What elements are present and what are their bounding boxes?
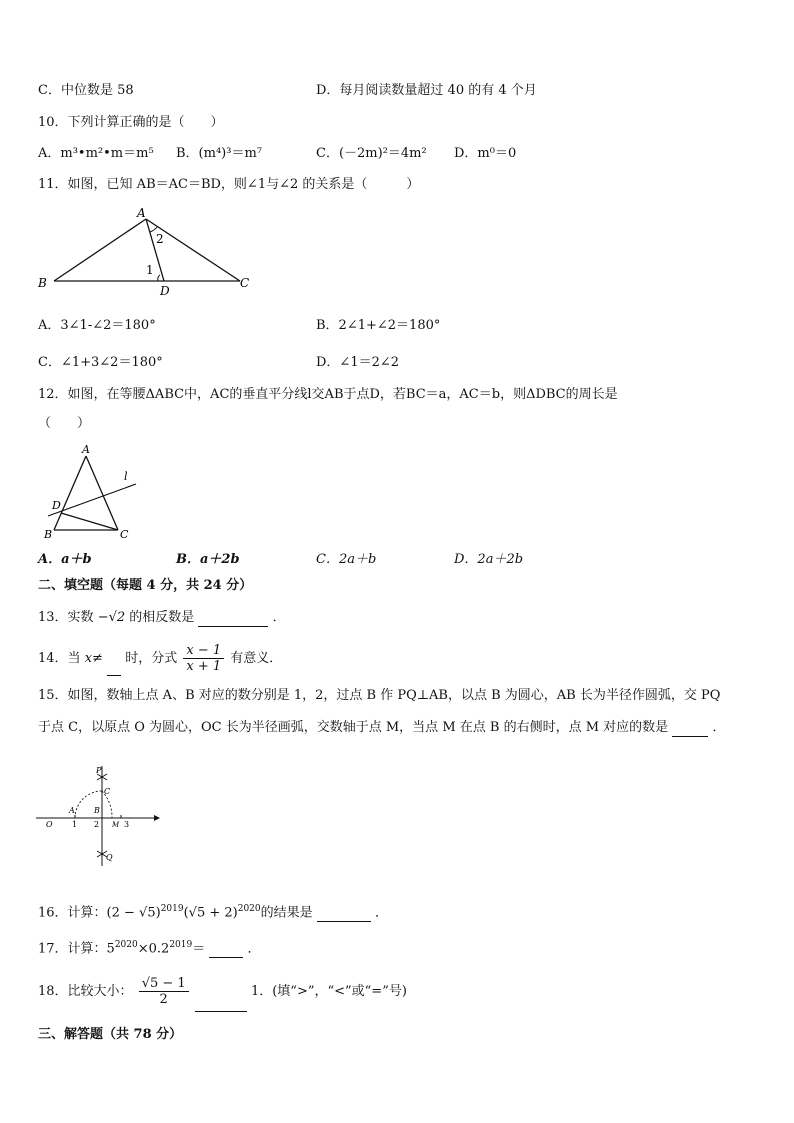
q13-answer-blank[interactable] <box>198 612 268 627</box>
q18-line <box>38 972 407 1012</box>
q17-answer-blank[interactable] <box>209 943 243 958</box>
q12-label-c: C <box>120 528 129 541</box>
q10-option-a: A．m³•m²•m＝m⁵ <box>38 146 154 161</box>
q11-option-d: D．∠1＝2∠2 <box>316 355 400 370</box>
q14-numerator: x − 1 <box>183 643 224 659</box>
q16-answer-blank[interactable] <box>317 907 371 922</box>
q16-post: 的结果是 <box>260 905 313 921</box>
q10-option-b: B．(m⁴)³＝m⁷ <box>176 146 262 161</box>
q10-option-d: D．m⁰＝0 <box>454 146 517 161</box>
q15-label-3: 3 <box>124 820 130 829</box>
q16-line <box>38 900 388 922</box>
q15-label-m: M <box>112 821 120 829</box>
q15-label-1: 1 <box>72 820 78 829</box>
q15-label-c: C <box>104 787 111 796</box>
q14-post: 有意义． <box>230 651 283 666</box>
q15-label-o: O <box>46 820 53 829</box>
q12-label-b: B <box>44 528 53 541</box>
q15-number-line-figure <box>34 762 160 870</box>
section-3-heading: 三、解答题（共 78 分） <box>38 1027 183 1042</box>
q15-end: ． <box>712 720 726 735</box>
q12-triangle-figure <box>40 442 144 544</box>
q16-expr-1: (2 − √5) <box>106 905 161 921</box>
q17-post: ＝ <box>192 941 206 957</box>
q11-label-b: B <box>38 276 47 290</box>
q12-label-l: l <box>124 470 128 483</box>
q12-stem: 12．如图，在等腰ΔABC中，AC的垂直平分线l交AB于点D，若BC＝a，AC＝b，则ΔDBC的周长是 <box>38 387 618 402</box>
q18-post: 1．(填“>”，“<”或“=”号) <box>250 984 407 999</box>
q17-pre: 17．计算：5 <box>38 941 115 957</box>
q14-mid: 时，分式 <box>125 651 178 666</box>
q11-label-d: D <box>160 284 170 297</box>
q12-option-d: D．2a＋2b <box>454 552 524 567</box>
q17-exp-1: 2020 <box>114 940 138 950</box>
q14-cond: x≠ <box>84 651 103 666</box>
q18-fraction <box>139 976 189 1007</box>
q9-option-d: D．每月阅读数量超过 40 的有 4 个月 <box>316 83 537 98</box>
q12-option-a: A．a＋b <box>38 552 92 567</box>
q13-post: 的相反数是 <box>129 610 195 625</box>
section-2-heading: 二、填空题（每题 4 分，共 24 分） <box>38 578 253 593</box>
q12-option-c: C．2a＋b <box>316 552 377 567</box>
q10-option-c: C．(－2m)²＝4m² <box>316 146 427 161</box>
q18-numerator: √5 − 1 <box>139 976 189 992</box>
q10-stem: 10．下列计算正确的是（ ） <box>38 115 224 130</box>
q18-pre: 18．比较大小： <box>38 984 133 999</box>
q16-expr-2: (√5 + 2) <box>183 905 238 921</box>
q12-label-d: D <box>52 499 61 512</box>
q14-line <box>38 642 282 676</box>
q12-label-a: A <box>82 443 90 456</box>
q16-exp-1: 2019 <box>160 904 184 914</box>
q17-mid: ×0.2 <box>137 941 170 957</box>
q14-answer-blank[interactable] <box>107 661 121 676</box>
q11-label-1: 1 <box>146 263 154 277</box>
q15-answer-blank[interactable] <box>672 722 708 737</box>
q13-pre: 13．实数 <box>38 610 94 625</box>
q12-option-b: B．a＋2b <box>176 552 240 567</box>
q11-option-b: B．2∠1+∠2＝180° <box>316 318 441 333</box>
q14-fraction <box>183 643 224 674</box>
q16-end: ． <box>374 905 388 921</box>
q14-pre: 14．当 <box>38 651 81 666</box>
q11-label-a: A <box>137 206 146 220</box>
q15-label-b: B <box>94 806 100 815</box>
q13-expr: −√2 <box>97 610 126 625</box>
q17-exp-2: 2019 <box>169 940 193 950</box>
q17-end: ． <box>247 941 261 957</box>
q15-label-a: A <box>69 806 75 815</box>
q11-stem: 11．如图，已知 AB＝AC＝BD，则∠1与∠2 的关系是（ ） <box>38 177 420 192</box>
q12-paren: （ ） <box>38 416 91 431</box>
q18-answer-blank[interactable] <box>195 997 247 1012</box>
q11-label-2: 2 <box>156 232 164 246</box>
q11-triangle-figure <box>36 205 256 297</box>
q15-line-2-wrap <box>38 719 725 737</box>
q15-label-q: Q <box>106 853 113 862</box>
q11-label-c: C <box>240 276 250 290</box>
q15-line-1: 15．如图，数轴上点 A、B 对应的数分别是 1，2，过点 B 作 PQ⊥AB，以点 B 为圆心，AB 长为半径作圆弧，交 PQ <box>38 688 721 703</box>
q16-pre: 16．计算： <box>38 905 107 921</box>
q17-line <box>38 936 261 958</box>
q11-option-c: C．∠1+3∠2＝180° <box>38 355 163 370</box>
q18-denominator: 2 <box>159 992 168 1007</box>
q14-denominator: x + 1 <box>186 659 222 674</box>
q15-label-2: 2 <box>94 820 100 829</box>
q15-line-2: 于点 C，以原点 O 为圆心，OC 长为半径画弧，交数轴于点 M，当点 M 在点 B 的右侧时，点 M 对应的数是 <box>38 720 669 735</box>
q11-option-a: A．3∠1-∠2＝180° <box>38 318 156 333</box>
q15-label-p: P <box>96 766 102 775</box>
q13-line <box>38 609 286 627</box>
q13-end: ． <box>272 610 286 625</box>
q16-exp-2: 2020 <box>237 904 261 914</box>
q9-option-c: C．中位数是 58 <box>38 83 134 98</box>
